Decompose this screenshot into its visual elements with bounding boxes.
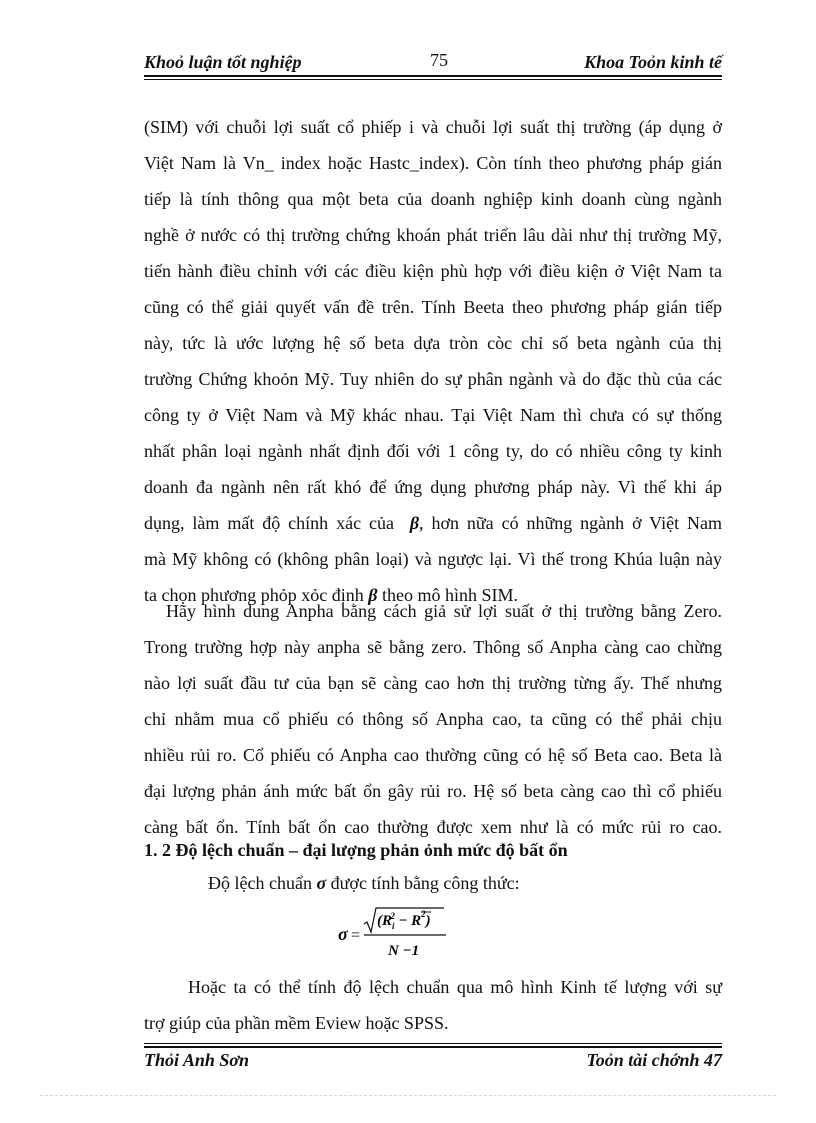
text-segment: ta chọn phương phỏp xỏc định — [144, 585, 364, 605]
text-line: nhiều rủi ro. Cổ phiếu có Anpha cao thường cũng có hệ số Beta cao. Beta là — [144, 745, 722, 765]
formula-numerator: $(R_i2 - R^2)$ — [377, 909, 431, 931]
header-thesis-title: Khoỏ luận tốt nghiệp — [144, 52, 302, 72]
text-line: tiến hành điều chỉnh với các điều kiện phù hợp với điều kiện ở Việt Nam ta — [144, 261, 722, 281]
beta-symbol: β — [368, 585, 378, 605]
footer-author: Thỏi Anh Sơn — [144, 1050, 250, 1070]
text-line: nhất phân loại ngành nhất định đối với 1 công ty, do có nhiều công ty kinh — [144, 441, 722, 461]
footer-rule-thick — [144, 1046, 722, 1048]
text-line: nào lợi suất đầu tư của bạn sẽ càng cao hơn thị trường từng ấy. Thế nhưng — [144, 673, 722, 693]
page-header — [144, 48, 722, 78]
text-line: doanh đa ngành nên rất khó để ứng dụng phương pháp này. Vì thế khi áp — [144, 477, 722, 497]
page-footer — [144, 1050, 722, 1078]
section-heading: 1. 2 Độ lệch chuẩn – đại lượng phản ỏnh mức độ bất ổn — [144, 840, 568, 860]
text-segment: dụng, làm mất độ chính xác của — [144, 513, 394, 533]
footer-rule-thin — [144, 1043, 722, 1044]
beta-symbol: β — [409, 513, 420, 533]
text-line: Hãy hình dung Anpha bằng cách giả sử lợi suất ở thị trường bằng Zero. — [166, 601, 722, 621]
text-line: chỉ nhằm mua cổ phiếu có thông số Anpha cao, ta cũng có thể phải chịu — [144, 709, 722, 729]
text-line — [144, 512, 722, 534]
text-line: nghề ở nước có thị trường chứng khoán phát triển lâu dài như thị trường Mỹ, — [144, 225, 722, 245]
header-rule-thick — [144, 75, 722, 77]
formula-equals: = — [351, 927, 361, 944]
text-line: công ty ở Việt Nam và Mỹ khác nhau. Tại Việt Nam thì chưa có sự thống — [144, 405, 722, 425]
formula-intro — [208, 873, 520, 894]
text-line: Việt Nam là Vn_ index hoặc Hastc_index). Còn tính theo phương pháp gián — [144, 153, 722, 173]
text-segment: theo mô hình SIM. — [381, 585, 518, 605]
text-line: này, tức là ước lượng hệ số beta dựa tròn còc chỉ số beta ngành của thị — [144, 333, 722, 353]
text-segment: , hơn nữa có những ngành ở Việt Nam — [419, 513, 723, 533]
text-line: càng bất ổn. Tính bất ổn cao thường được xem như là có mức rủi ro cao. — [144, 817, 722, 837]
footer-class: Toỏn tài chớnh 47 — [586, 1050, 722, 1070]
text-line: đại lượng phản ánh mức bất ổn gây rủi ro. Hệ số beta càng cao thì cổ phiếu — [144, 781, 722, 801]
header-rule-thin — [144, 79, 722, 80]
sigma-symbol: σ — [316, 873, 327, 893]
formula-sigma: σ — [338, 924, 348, 944]
text-line: mà Mỹ không có (không phân loại) và ngược lại. Vì thế trong Khúa luận này — [144, 549, 722, 569]
header-faculty: Khoa Toỏn kinh tế — [584, 52, 722, 72]
text-segment: được tính bằng công thức: — [330, 873, 520, 893]
text-line: Hoặc ta có thể tính độ lệch chuẩn qua mô hình Kinh tế lượng với sự — [188, 977, 722, 997]
page-edge — [40, 1095, 776, 1096]
text-line: tiếp là tính thông qua một beta của doanh nghiệp kinh doanh cùng ngành — [144, 189, 722, 209]
text-segment: Độ lệch chuẩn — [208, 873, 312, 893]
formula-denominator: N −1 — [388, 943, 420, 959]
text-line: Trong trường hợp này anpha sẽ bằng zero. Thông số Anpha càng cao chừng — [144, 637, 722, 657]
text-line: (SIM) với chuỗi lợi suất cổ phiếp i và chuỗi lợi suất thị trường (áp dụng ở — [144, 117, 722, 137]
text-line: trường Chứng khoỏn Mỹ. Tuy nhiên do sự phân ngành và do đặc thù của các — [144, 369, 722, 389]
text-line: cũng có thể giải quyết vấn đề trên. Tính Beeta theo phương pháp gián tiếp — [144, 297, 722, 317]
std-dev-formula — [336, 905, 456, 965]
header-page-number: 75 — [430, 50, 448, 70]
text-line: trợ giúp của phần mềm Eview hoặc SPSS. — [144, 1013, 449, 1033]
